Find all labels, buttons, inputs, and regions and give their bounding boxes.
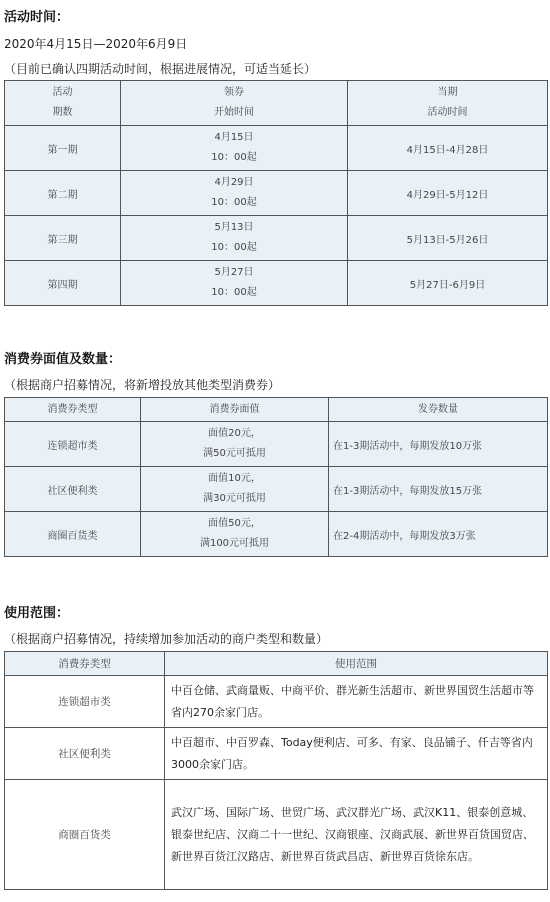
voucher-qty-cell: 在1-3期活动中，每期发放10万张: [329, 422, 548, 467]
table-row: [5, 512, 548, 557]
section-title-voucher-value: 消费券面值及数量：: [4, 352, 122, 367]
activity-note: （目前已确认四期活动时间，根据进展情况，可适当延长）: [4, 62, 317, 76]
voucher-value-cell: 面值50元， 满100元可抵用: [141, 512, 329, 557]
range-cell: 5月27日-6月9日: [348, 261, 548, 306]
table-row: [5, 171, 548, 216]
usage-scope-note: （根据商户招募情况，持续增加参加活动的商户类型和数量）: [4, 632, 329, 646]
header-cell: 消费券面值: [141, 398, 329, 422]
voucher-value-note: （根据商户招募情况，将新增投放其他类型消费券）: [4, 378, 281, 392]
period-cell: 第一期: [5, 126, 121, 171]
voucher-type-cell: 连锁超市类: [5, 676, 165, 728]
activity-schedule-table: [4, 80, 548, 306]
table-row: [5, 261, 548, 306]
usage-scope-cell: 武汉广场、国际广场、世贸广场、武汉群光广场、武汉K11、银泰创意城、银泰世纪店、汉商二十一世纪、汉商银座、汉商武展、新世界百货国贸店、新世界百货江汉路店、新世界百货武昌店、新世界百货徐东店。: [165, 780, 548, 890]
table-row: [5, 728, 548, 780]
voucher-type-cell: 社区便利类: [5, 467, 141, 512]
voucher-qty-cell: 在1-3期活动中，每期发放15万张: [329, 467, 548, 512]
header-cell: 消费券类型: [5, 398, 141, 422]
usage-scope-table: [4, 651, 548, 890]
table-header-row: [5, 81, 548, 126]
header-cell: 消费券类型: [5, 652, 165, 676]
voucher-value-table: [4, 397, 548, 557]
range-cell: 5月13日-5月26日: [348, 216, 548, 261]
range-cell: 4月15日-4月28日: [348, 126, 548, 171]
voucher-type-cell: 商圈百货类: [5, 780, 165, 890]
period-cell: 第三期: [5, 216, 121, 261]
range-cell: 4月29日-5月12日: [348, 171, 548, 216]
start-time-cell: 4月29日 10：00起: [121, 171, 348, 216]
header-cell: 活动 期数: [5, 81, 121, 126]
table-row: [5, 780, 548, 890]
table-row: [5, 676, 548, 728]
voucher-value-cell: 面值10元， 满30元可抵用: [141, 467, 329, 512]
start-time-cell: 4月15日 10：00起: [121, 126, 348, 171]
table-row: [5, 422, 548, 467]
table-header-row: [5, 652, 548, 676]
voucher-value-cell: 面值20元， 满50元可抵用: [141, 422, 329, 467]
start-time-cell: 5月27日 10：00起: [121, 261, 348, 306]
period-cell: 第二期: [5, 171, 121, 216]
voucher-type-cell: 商圈百货类: [5, 512, 141, 557]
usage-scope-cell: 中百仓储、武商量贩、中商平价、群光新生活超市、新世界国贸生活超市等省内270余家门店。: [165, 676, 548, 728]
header-cell: 当期 活动时间: [348, 81, 548, 126]
period-cell: 第四期: [5, 261, 121, 306]
section-title-activity-time: 活动时间：: [4, 10, 70, 25]
start-time-cell: 5月13日 10：00起: [121, 216, 348, 261]
table-row: [5, 467, 548, 512]
header-cell: 发券数量: [329, 398, 548, 422]
header-cell: 领券 开始时间: [121, 81, 348, 126]
table-row: [5, 126, 548, 171]
activity-date-range: 2020年4月15日—2020年6月9日: [4, 37, 188, 51]
voucher-qty-cell: 在2-4期活动中，每期发放3万张: [329, 512, 548, 557]
voucher-type-cell: 连锁超市类: [5, 422, 141, 467]
section-title-usage-scope: 使用范围：: [4, 606, 70, 621]
header-cell: 使用范围: [165, 652, 548, 676]
usage-scope-cell: 中百超市、中百罗森、Today便利店、可多、有家、良品铺子、仟吉等省内3000余家门店。: [165, 728, 548, 780]
voucher-type-cell: 社区便利类: [5, 728, 165, 780]
table-header-row: [5, 398, 548, 422]
table-row: [5, 216, 548, 261]
